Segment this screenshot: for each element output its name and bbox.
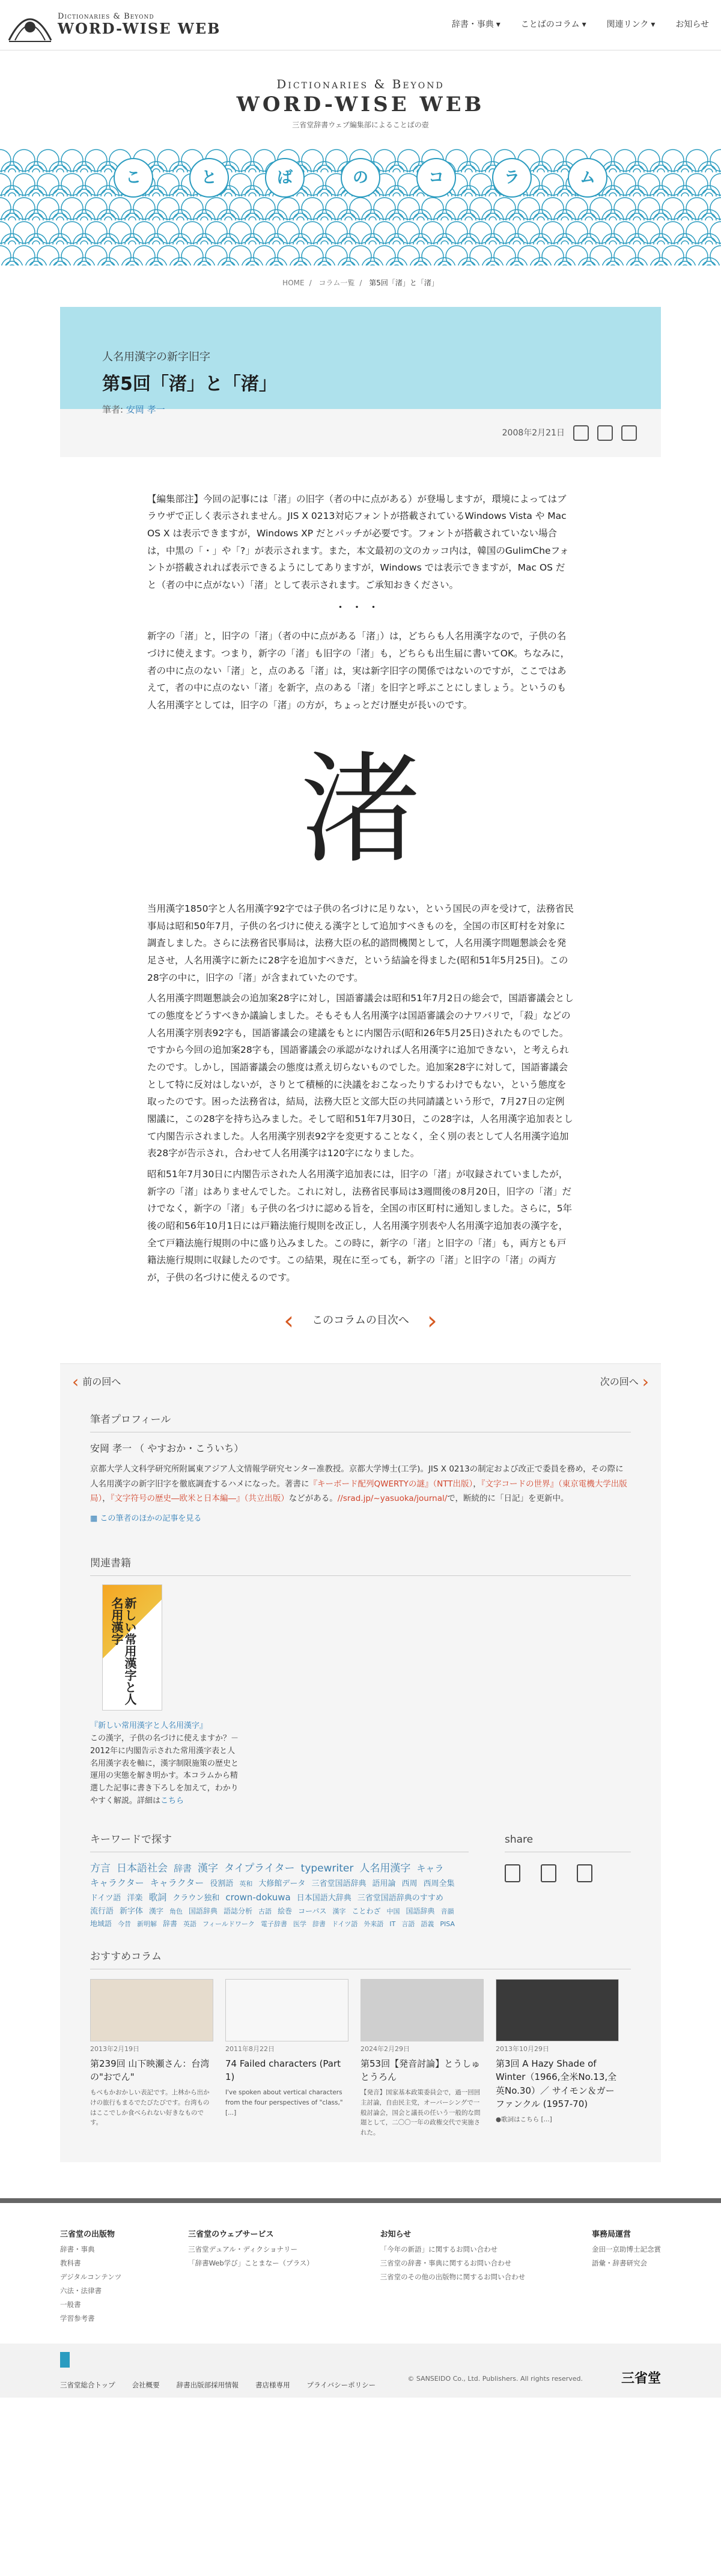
banner-char: ば (265, 158, 305, 198)
banner-char: コ (416, 158, 456, 198)
breadcrumb-columns[interactable]: コラム一覧 (318, 278, 355, 287)
keyword-tag[interactable]: 電子辞書 (260, 1920, 287, 1929)
keyword-tag[interactable]: 歌詞 (148, 1892, 167, 1903)
footer-column-heading: お知らせ (380, 2229, 412, 2239)
footer-bottom (0, 2344, 721, 2398)
keyword-tag[interactable]: コーパス (298, 1906, 327, 1915)
keyword-tag[interactable]: 流行語 (90, 1906, 114, 1916)
chevron-down-icon: ▾ (496, 20, 500, 30)
paragraph: 昭和51年7月30日に内閣告示された人名用漢字追加表には，旧字の「渚」が収録されていましたが，新字の「渚」はありませんでした。これに対し，法務省民事局は3週間後の8月20日，旧字の「渚」だけでなく，新字の「渚」も子供の名づけに認める旨を，全国の市区町村に通知しました。さらに，5年後の昭和56年10月1日には戸籍法施行規則を改正し，人名用漢字別表や人名用漢字追加表の漢字を，全て戸籍法施行規則の中に盛り込みました。この時に，新字の「渚」と旧字の「渚」も，両方とも戸籍法施行規則に収録したのです。この結果，現在に至っても，新字の「渚」と旧字の「渚」の両方が，子供の名づけに使えるのです。 (147, 1168, 573, 1283)
footer-nav-link[interactable]: 会社概要 (132, 2380, 160, 2389)
keyword-tag[interactable]: crown-dokuwa (225, 1892, 291, 1903)
brand-line2: WORD-WISE WEB (58, 20, 221, 38)
separator-dots: ・・・ (335, 601, 386, 613)
article-date: 2008年2月21日 (502, 428, 565, 438)
reco-thumbnail (496, 1979, 619, 2041)
paragraph: 人名用漢字問題懇談会の追加案28字に対し，国語審議会は昭和51年7月2日の総会で，国語審議会としての態度をどうすべきか議論しました。そもそも人名用漢字は国語審議会のナワバリで，「殺」などの人名用漢字別表92字も，国語審議会の建議をもとに内閣告示(昭和26年5月25日)されたものでした。ですから今回の追加案28字も，国語審議会の承認がなければ人名用漢字に追加できない，と考えられたのです。しかし，国語審議会の態度は煮え切らないものでした。追加案28字に対して，国語審議会として特に反対はしないが，さりとて積極的に決議をおこなったりするわけでもない，という態度を取ったのです。困った法務省は，結局，法務大臣と文部大臣の共同請議という形で，7月27日の定例閣議に，この28字を持ち込みました。そして昭和51年7月30日，この28字は，人名用漢字追加表として内閣告示されました。人名用漢字別表92字を変更することなく，全く別の表として人名用漢字追加表28字が告示され，合わせて人名用漢字は120字になりました。 (147, 993, 574, 1159)
banner-title (0, 158, 721, 198)
book-item (90, 1584, 240, 1808)
footer-nav-link[interactable]: 三省堂総合トップ (60, 2380, 115, 2389)
footer-link[interactable]: 一般書 (60, 2300, 81, 2309)
footer-column-heading: 事務局運営 (592, 2229, 631, 2239)
banner-char: の (341, 158, 380, 198)
keyword-tag[interactable]: タイプライター (224, 1862, 295, 1875)
article-header (60, 307, 661, 415)
article-body (60, 457, 661, 1363)
reco-card[interactable]: 2013年2月19日 第239回 山下映瀬さん：台湾の"おでん" もべもかおかしい表記です。上林から出かけの旅行もまるでたびたびです。台湾ものはここでしか食べられない好きなものです。 (90, 1979, 213, 2138)
keyword-tag[interactable]: 地域語 (90, 1920, 112, 1929)
keyword-tag[interactable]: 西周 (401, 1879, 418, 1889)
book-detail-link[interactable]: こちら (160, 1796, 184, 1806)
keyword-tag[interactable]: 三省堂国語辞典のすすめ (357, 1894, 443, 1903)
footer-link[interactable]: 三省堂の辞書・事典に関するお問い合わせ (380, 2258, 512, 2267)
keyword-tag[interactable]: 角色 (169, 1907, 183, 1915)
nav-item-columns[interactable]: ことばのコラム ▾ (521, 18, 586, 31)
article-card (60, 409, 661, 2162)
masthead-line1: Dictionaries & Beyond (276, 77, 445, 91)
footer-link[interactable]: 三省堂デュアル・ディクショナリー (188, 2244, 298, 2253)
kanji-figure: 渚 (300, 739, 421, 880)
nav-item-links[interactable]: 関連リンク ▾ (607, 18, 656, 31)
keyword-tag[interactable]: 語義 (421, 1920, 434, 1929)
footer-link[interactable]: 辞書・事典 (60, 2244, 95, 2253)
book-cover[interactable]: 新しい常用漢字と人名用漢字 (102, 1584, 162, 1711)
footer-link[interactable]: 金田一京助博士記念賞 (592, 2244, 661, 2253)
profile-bio: 京都大学人文科学研究所附属東アジア人文情報学研究センター准教授。京都大学博士(工学)。JIS X 0213の制定および改正で委員を務め，その際に人名用漢字の新字旧字を徹底調査するハメになった。著書に『キーボード配列QWERTYの謎』（NTT出版），『文字コードの世界』（東京電機大学出版局），『文字符号の歴史―欧米と日本編―』（共立出版）などがある。//srad.jp/~yasuoka/journal/で，断続的に「日記」を更新中。 (90, 1464, 627, 1503)
keyword-tag[interactable]: 国語辞典 (189, 1906, 218, 1915)
brand-emblem-icon (6, 4, 54, 46)
banner-char: ム (568, 158, 607, 198)
facebook-icon[interactable] (597, 425, 613, 441)
keyword-tag[interactable]: 英和 (239, 1880, 253, 1888)
site-footer (0, 2198, 721, 2398)
twitter-icon[interactable] (573, 425, 589, 441)
book-link[interactable]: 『キーボード配列QWERTYの謎』（NTT出版） (309, 1479, 473, 1489)
book-desc: この漢字，子供の名づけに使えますか？－2012年に内閣告示された常用漢字表と人名用漢字表を軸に，漢字制限施策の歴史と運用の実態を解き明かす。本コラムから精選した記事に書き下ろしを加えて，わかりやすく解説。詳細はこちら (90, 1734, 239, 1806)
diary-link[interactable]: //srad.jp/~yasuoka/journal/ (337, 1493, 448, 1503)
recommended-columns (60, 1943, 661, 2162)
keyword-tag[interactable]: キャラ (416, 1863, 444, 1874)
footer-link[interactable]: 語彙・辞書研究会 (592, 2258, 647, 2267)
footer-column (60, 2227, 121, 2326)
keyword-tag[interactable]: typewriter (300, 1862, 354, 1875)
reco-card[interactable]: 2013年10月29日 第3回 A Hazy Shade of Winter（1966,全米No.13,全英No.30）／ サイモン＆ガーファンクル (1957-70) ●歌詞はこちら [...] (496, 1979, 619, 2138)
prev-next-nav (60, 1363, 661, 1400)
keyword-tag[interactable]: ドイツ語 (331, 1920, 358, 1929)
keyword-tag[interactable]: 中国 (386, 1907, 400, 1915)
section-banner (0, 148, 721, 265)
reco-thumbnail (90, 1979, 213, 2041)
chevron-left-icon[interactable]: ‹ (284, 1305, 294, 1335)
keyword-tag[interactable]: 医学 (293, 1920, 306, 1929)
facebook-icon[interactable] (60, 2352, 70, 2368)
keyword-tag[interactable]: 語誌分析 (224, 1906, 253, 1915)
keyword-tag[interactable]: 絵巻 (278, 1906, 293, 1915)
footer-link[interactable]: 学習参考書 (60, 2314, 95, 2323)
keywords-heading: キーワードで探す (90, 1832, 469, 1852)
keyword-tag[interactable]: 辞書 (163, 1920, 178, 1929)
footer-link[interactable]: 「今年の新語」に関するお問い合わせ (380, 2244, 498, 2253)
footer-columns (0, 2203, 721, 2344)
article-title: 第5回「渚」と「渚」 (102, 373, 277, 395)
brand-line1: Dictionaries & Beyond (58, 12, 154, 22)
keyword-tag[interactable]: ことわざ (351, 1906, 381, 1915)
keyword-tag[interactable]: 音韻 (440, 1907, 454, 1915)
keyword-tag[interactable]: 外来語 (364, 1920, 384, 1929)
keyword-tag[interactable]: 辞書 (312, 1920, 326, 1929)
footer-link[interactable]: 教科書 (60, 2258, 81, 2267)
keyword-tag[interactable]: 新明解 (137, 1920, 157, 1929)
footer-nav-link[interactable]: 辞書出版部採用情報 (176, 2380, 239, 2389)
banner-char: こ (114, 158, 153, 198)
footer-link[interactable]: デジタルコンテンツ (60, 2272, 122, 2281)
keyword-tag[interactable]: 英語 (183, 1920, 197, 1929)
keyword-tag[interactable]: 漢字 (332, 1907, 346, 1915)
keyword-tag[interactable]: キャラクター (90, 1877, 144, 1889)
more-articles-link[interactable]: ▦ この筆者のほかの記事を見る (90, 1514, 202, 1524)
keyword-tag[interactable]: キャラクター (150, 1877, 204, 1889)
chevron-right-icon[interactable]: › (427, 1305, 437, 1335)
keywords-share (60, 1820, 661, 1943)
author-link[interactable]: 安岡 孝一 (126, 404, 165, 415)
chevron-down-icon: ▾ (582, 20, 586, 30)
footer-link[interactable]: 「辞書Web学び」ことまなー（プラス） (188, 2258, 314, 2267)
chevron-right-icon: › (642, 1371, 649, 1392)
tag-list (90, 1861, 469, 1931)
paragraph: 当用漢字1850字と人名用漢字92字では子供の名づけに足りない，という国民の声を受けて，法務省民事局は昭和50年7月，子供の名づけに使える漢字として追加すべきものを，全国の市区町村を対象に調査しました。さらに法務省民事局は，法務大臣の私的諮問機関として，人名用漢字問題懇談会を発足させ，人名用漢字に新たに28字を追加すべきだ，という結論を得ました(昭和51年5月25日)。この28字の中に，旧字の「渚」が含まれていたのです。 (147, 903, 574, 983)
top-header (0, 0, 721, 50)
prev-link[interactable]: ‹ 前の回へ (72, 1371, 121, 1392)
reco-heading: おすすめコラム (90, 1949, 631, 1969)
share-heading: share (505, 1832, 631, 1852)
keyword-tag[interactable]: 語用論 (372, 1879, 396, 1889)
line-icon[interactable] (621, 425, 637, 441)
top-nav (452, 18, 709, 31)
keyword-tag[interactable]: 漢字 (149, 1906, 164, 1915)
keyword-tag[interactable]: 言語 (401, 1920, 415, 1929)
share-box (505, 1832, 631, 1931)
reco-thumbnail (360, 1979, 484, 2041)
keyword-tag[interactable]: 辞書 (174, 1863, 192, 1874)
keyword-tag[interactable]: 今昔 (118, 1920, 132, 1929)
masthead-sub: 三省堂辞書ウェブ編集部によることばの壺 (292, 121, 429, 130)
banner-char: と (189, 158, 229, 198)
keyword-tag[interactable]: 日本語社会 (117, 1862, 168, 1875)
chevron-down-icon: ▾ (651, 20, 656, 30)
sanseido-logo[interactable]: 三省堂 (621, 2371, 661, 2386)
author-profile (60, 1400, 661, 1544)
keyword-tag[interactable]: 新字体 (120, 1906, 144, 1916)
toc-link[interactable]: このコラムの目次へ (312, 1314, 409, 1327)
book-link[interactable]: 『文字コードの世界』（東京電機大学出版局） (90, 1479, 627, 1503)
keyword-tag[interactable]: 大修館データ (258, 1879, 306, 1889)
keyword-tag[interactable]: 古語 (258, 1907, 272, 1915)
editor-note: 【編集部注】今回の記事には「渚」の旧字（者の中に点がある）が登場しますが，環境によってはブラウザで正しく表示されません。JIS X 0213対応フォントが搭載されているWindows Vista や Mac OS X は表示できますが，Windows XP だとパッチが必要です。フォントが搭載されていない場合は，中黒の「・」や「?」が表示されます。また，本文最初の文のカッコ内は，韓国のGulimCheフォントが搭載されれば表示できるようにしてありますが，Windows では表示できますが，Mac OS だと（者の中に点がない）「渚」として表示されます。ご承知おきください。 (147, 493, 569, 591)
keyword-tag[interactable]: 漢字 (198, 1862, 219, 1875)
reco-card[interactable]: 2011年8月22日 74 Failed characters (Part 1) I've spoken about vertical characters from the four perspectives of "class," [...] (225, 1979, 348, 2138)
book-link[interactable]: 『文字符号の歴史―欧米と日本編―』（共立出版） (110, 1493, 289, 1503)
keyword-tag[interactable]: 洋楽 (127, 1894, 143, 1903)
twitter-icon[interactable] (505, 1864, 520, 1882)
reco-thumbnail (225, 1979, 348, 2041)
nav-item-dictionaries[interactable]: 辞書・事典 ▾ (452, 18, 500, 31)
toc-navigation (147, 1290, 574, 1345)
reco-card[interactable]: 2024年2月29日 第53回【発音討論】とうしゅとうろん 【発音】国家基本政策委員会で，過一回回主討論，自由民主党，オーバーシングで一般討論会，国会と議長の任いう一般的な問題として，二〇〇一年の政権交代で実施された。 (360, 1979, 484, 2138)
nav-item-news[interactable]: お知らせ (675, 20, 709, 30)
keyword-tag[interactable]: 役割語 (210, 1879, 234, 1889)
copyright: © SANSEIDO Co., Ltd. Publishers. All rights reserved. (407, 2375, 583, 2383)
footer-link[interactable]: 六法・法律書 (60, 2286, 102, 2295)
footer-column (592, 2227, 661, 2326)
profile-name: 安岡 孝一 （ やすおか・こういち） (90, 1442, 244, 1454)
keyword-tag[interactable]: 西周全集 (423, 1879, 455, 1889)
breadcrumb: HOME / コラム一覧 / 第5回「渚」と「渚」 (282, 278, 439, 287)
keyword-tag[interactable]: IT (389, 1920, 396, 1929)
keyword-tag[interactable]: 人名用漢字 (359, 1862, 411, 1875)
keyword-tag[interactable]: フィールドワーク (202, 1920, 255, 1929)
footer-column (188, 2227, 314, 2326)
footer-column-heading: 三省堂の出版物 (60, 2229, 115, 2239)
facebook-icon[interactable] (541, 1864, 556, 1882)
paragraph: 新字の「渚」と，旧字の「渚」（者の中に点がある「渚」）は，どちらも人名用漢字なので，子供の名づけに使えます。つまり，新字の「渚」も旧字の「渚」も，どちらも出生届に書いてOK。ちなみに，者の中に点のない「渚」と，点のある「渚」は，実は新字旧字の関係ではないのですが，ここではあえて，者の中に点のない「渚」を新字，点のある「渚」を旧字と呼ぶことにしましょう。というのも人名用漢字としては，旧字の「渚」の方が，ちょっとだけ歴史が長いのです。 (147, 631, 570, 711)
profile-heading: 筆者プロフィール (90, 1412, 631, 1432)
brand-logo[interactable] (0, 0, 221, 50)
keyword-tag[interactable]: 方言 (90, 1862, 111, 1875)
footer-column-heading: 三省堂のウェブサービス (188, 2229, 274, 2239)
keyword-tag[interactable]: PISA (440, 1920, 455, 1929)
author-label: 筆者: (102, 404, 124, 415)
breadcrumb-current: 第5回「渚」と「渚」 (369, 278, 439, 287)
keyword-tag[interactable]: クラウン独和 (172, 1894, 220, 1903)
banner-char: ラ (492, 158, 532, 198)
keyword-tag[interactable]: 国語辞典 (406, 1906, 435, 1915)
footer-link[interactable]: 三省堂のその他の出版物に関するお問い合わせ (380, 2272, 526, 2281)
book-title[interactable]: 『新しい常用漢字と人名用漢字』 (90, 1721, 208, 1731)
series-title[interactable]: 人名用漢字の新字旧字 (102, 350, 210, 363)
masthead-line2: WORD-WISE WEB (236, 92, 485, 117)
chevron-left-icon: ‹ (72, 1371, 79, 1392)
footer-nav-link[interactable]: 書店様専用 (255, 2380, 290, 2389)
books-heading: 関連書籍 (90, 1556, 631, 1576)
footer-column (380, 2227, 526, 2326)
keyword-tag[interactable]: 日本国語大辞典 (296, 1894, 351, 1903)
related-books (60, 1544, 661, 1820)
next-link[interactable]: 次の回へ › (600, 1371, 649, 1392)
footer-nav-link[interactable]: プライバシーポリシー (306, 2380, 376, 2389)
breadcrumb-home[interactable]: HOME (282, 278, 305, 287)
masthead (0, 50, 721, 138)
keyword-tag[interactable]: 三省堂国語辞典 (311, 1879, 367, 1889)
keyword-cloud (90, 1832, 469, 1931)
line-icon[interactable] (577, 1864, 592, 1882)
keyword-tag[interactable]: ドイツ語 (90, 1894, 121, 1903)
